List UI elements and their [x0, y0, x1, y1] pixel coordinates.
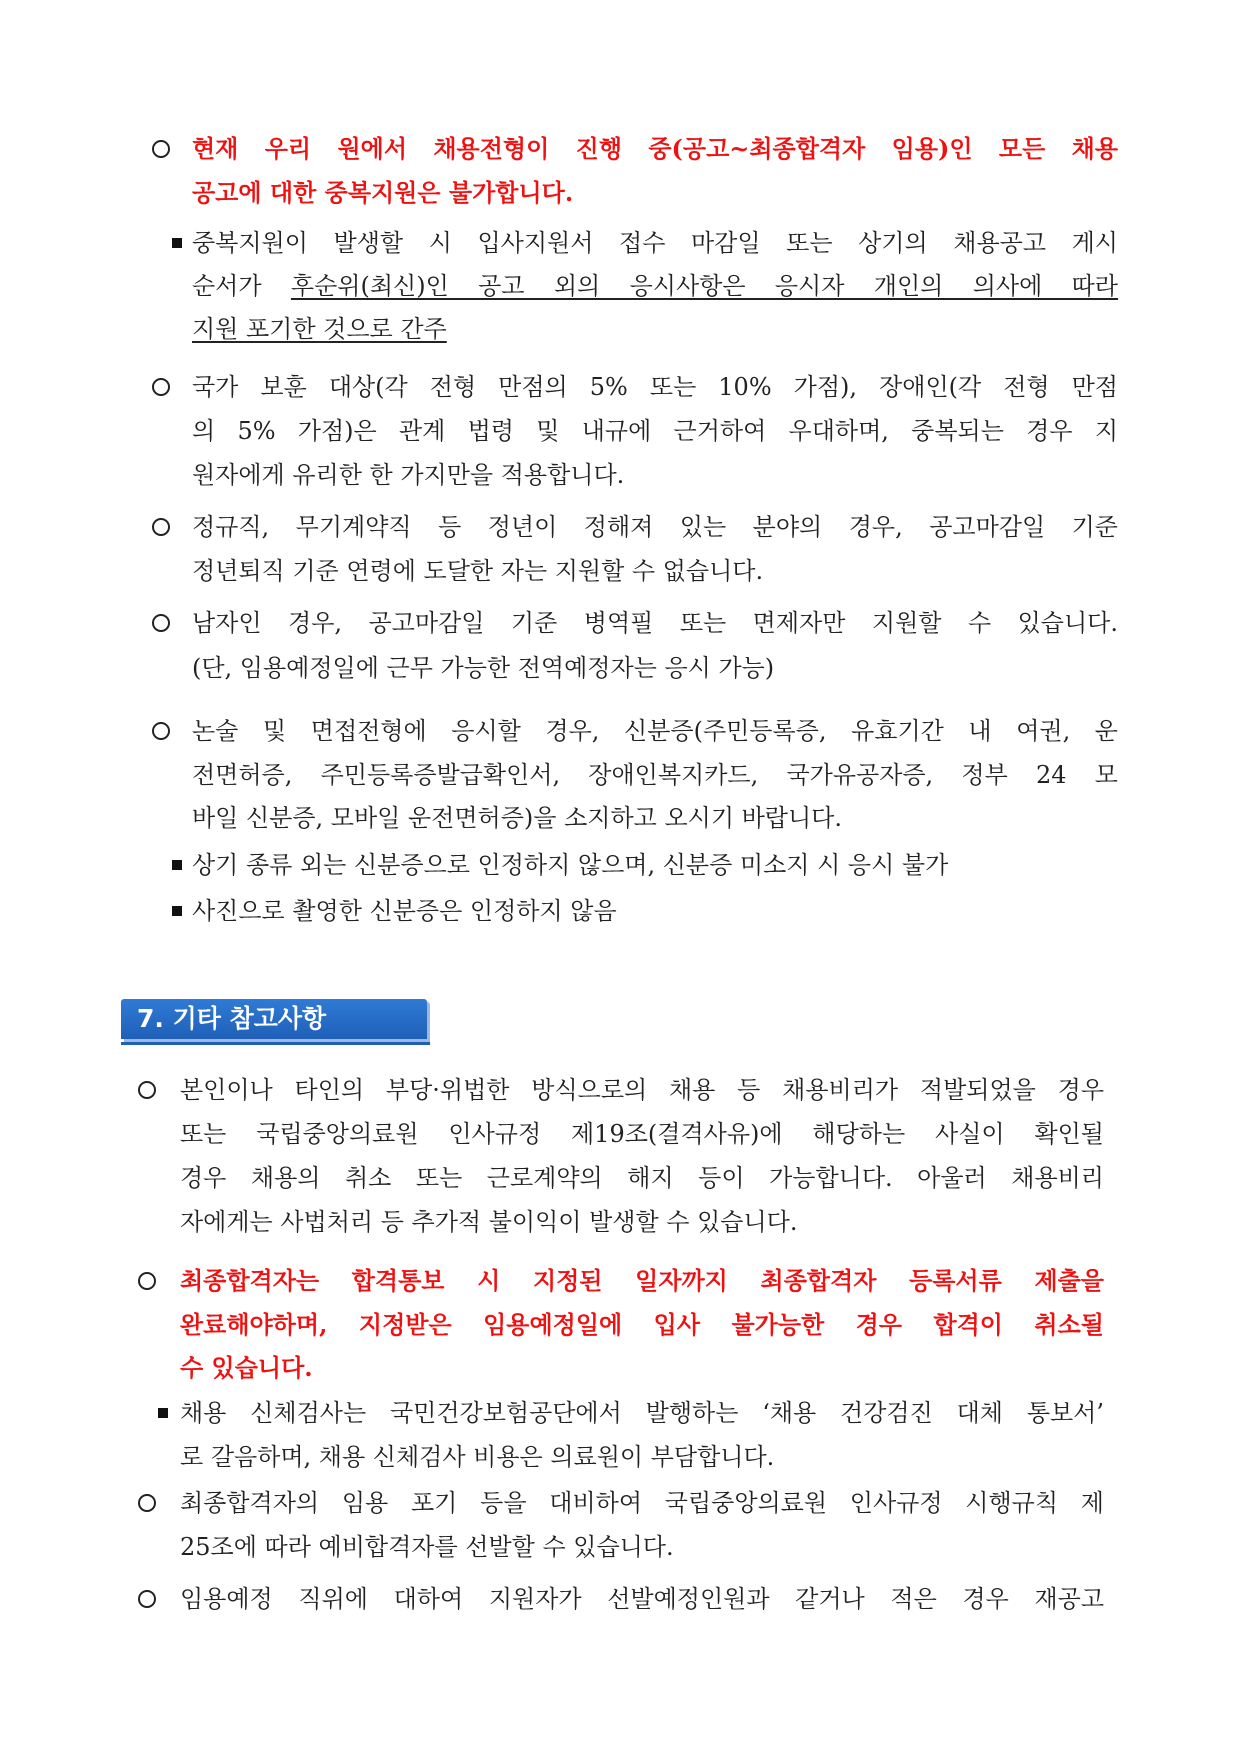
circle-bullet-icon — [138, 1081, 156, 1099]
notice-line: 로 갈음하며, 채용 신체검사 비용은 의료원이 부담합니다. — [180, 1443, 775, 1471]
notice-line: 최종합격자는 합격통보 시 지정된 일자까지 최종합격자 등록서류 제출을 — [180, 1266, 1104, 1295]
circle-bullet-icon — [152, 140, 170, 158]
notice-line: 채용 신체검사는 국민건강보험공단에서 발행하는 ‘채용 건강검진 대체 통보서’ — [180, 1399, 1104, 1427]
notice-line: 정년퇴직 기준 연령에 도달한 자는 지원할 수 없습니다. — [192, 557, 764, 585]
notice-line: 정규직, 무기계약직 등 정년이 정해져 있는 분야의 경우, 공고마감일 기준 — [192, 513, 1118, 541]
notice-line: 전면허증, 주민등록증발급확인서, 장애인복지카드, 국가유공자증, 정부 24 모 — [192, 761, 1118, 789]
notice-line: 수 있습니다. — [180, 1353, 313, 1382]
notice-line: 또는 국립중앙의료원 인사규정 제19조(결격사유)에 해당하는 사실이 확인될 — [180, 1120, 1104, 1148]
square-bullet-icon — [158, 1408, 168, 1418]
circle-bullet-icon — [152, 614, 170, 632]
notice-line: 최종합격자의 임용 포기 등을 대비하여 국립중앙의료원 인사규정 시행규칙 제 — [180, 1489, 1104, 1517]
notice-text: 순서가 — [192, 272, 291, 300]
square-bullet-icon — [172, 238, 182, 248]
notice-line: 사진으로 촬영한 신분증은 인정하지 않음 — [192, 897, 617, 925]
square-bullet-icon — [172, 906, 182, 916]
notice-line: 남자인 경우, 공고마감일 기준 병역필 또는 면제자만 지원할 수 있습니다. — [192, 609, 1118, 637]
section-title: 7. 기타 참고사항 — [137, 1004, 327, 1033]
notice-line: 자에게는 사법처리 등 추가적 불이익이 발생할 수 있습니다. — [180, 1208, 798, 1236]
underlined-text: 후순위(최신)인 공고 외의 응시사항은 응시자 개인의 의사에 따라 — [290, 272, 1118, 300]
circle-bullet-icon — [152, 722, 170, 740]
notice-line: 경우 채용의 취소 또는 근로계약의 해지 등이 가능합니다. 아울러 채용비리 — [180, 1164, 1104, 1192]
underlined-text: 지원 포기한 것으로 간주 — [192, 315, 447, 343]
notice-line: 현재 우리 원에서 채용전형이 진행 중(공고~최종합격자 임용)인 모든 채용 — [192, 134, 1118, 163]
notice-line: 논술 및 면접전형에 응시할 경우, 신분증(주민등록증, 유효기간 내 여권, 운 — [192, 717, 1118, 745]
notice-line: 원자에게 유리한 한 가지만을 적용합니다. — [192, 461, 625, 489]
notice-line: (단, 임용예정일에 근무 가능한 전역예정자는 응시 가능) — [192, 654, 775, 682]
notice-line — [192, 270, 1118, 302]
section-header — [121, 999, 427, 1039]
notice-line: 임용예정 직위에 대하여 지원자가 선발예정인원과 같거나 적은 경우 재공고 — [180, 1585, 1104, 1613]
circle-bullet-icon — [138, 1590, 156, 1608]
notice-line: 상기 종류 외는 신분증으로 인정하지 않으며, 신분증 미소지 시 응시 불가 — [192, 851, 949, 879]
square-bullet-icon — [172, 860, 182, 870]
notice-line: 본인이나 타인의 부당·위법한 방식으로의 채용 등 채용비리가 적발되었을 경우 — [180, 1076, 1104, 1104]
notice-line: 완료해야하며, 지정받은 임용예정일에 입사 불가능한 경우 합격이 취소될 — [180, 1310, 1104, 1339]
circle-bullet-icon — [138, 1494, 156, 1512]
notice-line: 국가 보훈 대상(각 전형 만점의 5% 또는 10% 가점), 장애인(각 전형 만점 — [192, 373, 1118, 401]
notice-line: 공고에 대한 중복지원은 불가합니다. — [192, 178, 574, 207]
notice-line — [192, 313, 1118, 345]
notice-line: 바일 신분증, 모바일 운전면허증)을 소지하고 오시기 바랍니다. — [192, 804, 842, 832]
circle-bullet-icon — [152, 378, 170, 396]
notice-line: 의 5% 가점)은 관계 법령 및 내규에 근거하여 우대하며, 중복되는 경우 지 — [192, 417, 1118, 445]
notice-line: 25조에 따라 예비합격자를 선발할 수 있습니다. — [180, 1533, 674, 1561]
circle-bullet-icon — [152, 518, 170, 536]
circle-bullet-icon — [138, 1272, 156, 1290]
notice-line: 중복지원이 발생할 시 입사지원서 접수 마감일 또는 상기의 채용공고 게시 — [192, 229, 1118, 257]
